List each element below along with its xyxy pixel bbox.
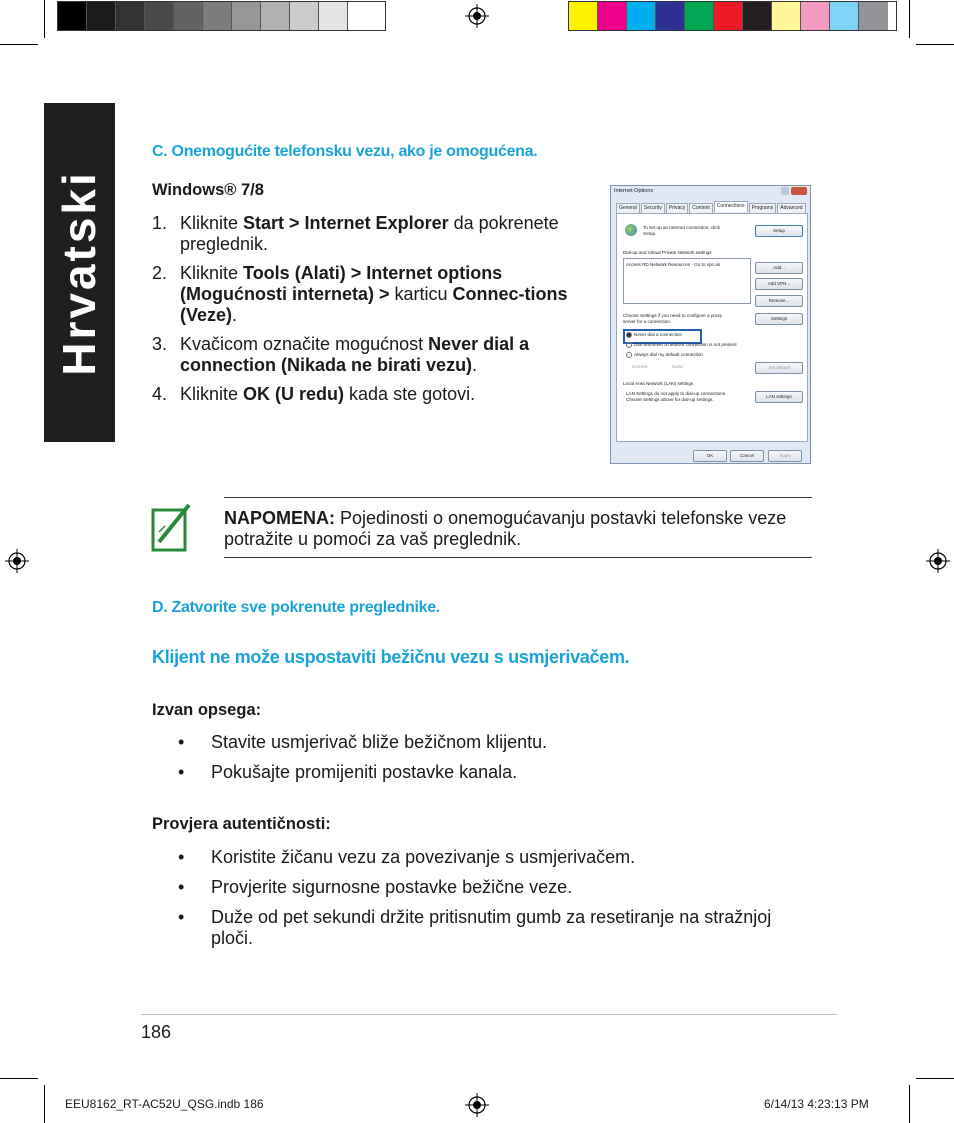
color-swatch bbox=[859, 2, 888, 30]
color-swatch bbox=[348, 2, 377, 30]
bullet-glyph: • bbox=[178, 847, 185, 867]
lan-label: Local Area Network (LAN) settings bbox=[623, 381, 694, 386]
dialog-title: Internet Options bbox=[614, 188, 654, 194]
crop-mark bbox=[44, 0, 45, 38]
page-number: 186 bbox=[141, 1022, 172, 1042]
apply-button: Apply bbox=[768, 450, 802, 462]
color-swatch bbox=[830, 2, 859, 30]
connection-list-item: Access RD Network Resources - Go to vpn.as bbox=[626, 262, 721, 267]
cancel-button: Cancel bbox=[730, 450, 764, 462]
registration-mark-icon bbox=[926, 549, 950, 573]
wireless-heading: Klijent ne može uspostaviti bežičnu vezu s usmjerivačem. bbox=[152, 647, 630, 667]
list-item-text: Koristite žičanu vezu za povezivanje s usmjerivačem. bbox=[211, 847, 636, 867]
crop-mark bbox=[0, 1078, 38, 1079]
close-icon bbox=[791, 187, 807, 195]
crop-mark bbox=[916, 1078, 954, 1079]
step-item bbox=[152, 213, 572, 255]
color-swatch bbox=[203, 2, 232, 30]
radio-dial-network bbox=[626, 342, 737, 348]
color-swatch bbox=[569, 2, 598, 30]
dialog-tab: Content bbox=[689, 203, 713, 214]
bullet-glyph: • bbox=[178, 877, 185, 897]
step-number: 2. bbox=[152, 263, 168, 283]
step-text: karticu bbox=[389, 284, 453, 304]
step-item bbox=[152, 384, 572, 405]
list-item bbox=[178, 877, 778, 898]
process-color-bar bbox=[568, 1, 897, 31]
set-default-button: Set default bbox=[755, 362, 803, 374]
bullet-glyph: • bbox=[178, 732, 185, 752]
step-text: kada ste gotovi. bbox=[344, 384, 476, 404]
step-text: Kliknite bbox=[180, 384, 244, 404]
steps-list bbox=[152, 213, 572, 413]
registration-mark-icon bbox=[5, 549, 29, 573]
crop-mark bbox=[909, 0, 910, 38]
list-item bbox=[178, 847, 778, 868]
color-swatch bbox=[174, 2, 203, 30]
radio-label: Dial whenever a network connection is not present bbox=[634, 342, 737, 348]
setup-button: Setup bbox=[755, 225, 803, 237]
color-swatch bbox=[319, 2, 348, 30]
dialog-tab: Advanced bbox=[777, 203, 805, 214]
list-item-text: Pokušajte promijeniti postavke kanala. bbox=[211, 762, 518, 782]
list-item bbox=[178, 732, 778, 753]
lan-text: LAN Settings do not apply to dial-up connections. bbox=[626, 391, 727, 396]
list-item-text: Stavite usmjerivač bliže bežičnom klijentu. bbox=[211, 732, 548, 752]
color-swatch bbox=[58, 2, 87, 30]
radio-icon bbox=[626, 342, 632, 348]
color-swatch bbox=[685, 2, 714, 30]
step-text: Kvačicom označite mogućnost bbox=[180, 334, 429, 354]
step-bold-text: Tools (Alati) > Internet options (Mogućnosti interneta) > bbox=[180, 263, 503, 304]
connection-list bbox=[623, 258, 751, 304]
step-number: 1. bbox=[152, 213, 168, 233]
crop-mark bbox=[909, 1085, 910, 1123]
dialog-tab: Programs bbox=[749, 203, 777, 214]
crop-mark bbox=[44, 1085, 45, 1123]
print-slug-file: EEU8162_RT-AC52U_QSG.indb 186 bbox=[65, 1097, 264, 1111]
range-label: Izvan opsega: bbox=[152, 701, 262, 719]
radio-never-dial bbox=[626, 332, 682, 338]
list-item bbox=[178, 907, 778, 949]
step-bold-text: Never dial a connection (Nikada ne birati vezu) bbox=[180, 334, 530, 375]
internet-options-screenshot bbox=[610, 185, 811, 464]
ok-button: OK bbox=[693, 450, 727, 462]
radio-always-dial bbox=[626, 352, 703, 358]
color-swatch bbox=[656, 2, 685, 30]
auth-list bbox=[178, 847, 778, 958]
step-text: da pokrenete preglednik. bbox=[180, 213, 559, 254]
connections-panel bbox=[616, 213, 808, 442]
registration-mark-icon bbox=[465, 1093, 489, 1117]
color-swatch bbox=[290, 2, 319, 30]
range-list bbox=[178, 732, 778, 792]
globe-icon bbox=[625, 224, 637, 236]
gray-color-bar bbox=[57, 1, 386, 31]
add-vpn-button: Add VPN... bbox=[755, 278, 803, 290]
os-label: Windows® 7/8 bbox=[152, 181, 264, 199]
language-label: Hrvatski bbox=[53, 170, 105, 376]
radio-icon bbox=[626, 332, 632, 338]
color-swatch bbox=[714, 2, 743, 30]
step-text: . bbox=[232, 305, 238, 325]
note-top-rule bbox=[224, 497, 812, 498]
list-item-text: Duže od pet sekundi držite pritisnutim gumb za resetiranje na stražnjoj ploči. bbox=[211, 907, 772, 948]
color-swatch bbox=[772, 2, 801, 30]
note-pen-icon bbox=[151, 502, 193, 552]
step-item bbox=[152, 334, 572, 376]
color-swatch bbox=[743, 2, 772, 30]
current-value: None bbox=[672, 364, 683, 369]
color-swatch bbox=[598, 2, 627, 30]
section-c-heading: C. Onemogućite telefonsku vezu, ako je omogućena. bbox=[152, 143, 538, 160]
dialog-tab: Privacy bbox=[666, 203, 688, 214]
list-item bbox=[178, 762, 778, 783]
crop-mark bbox=[916, 44, 954, 45]
note-body: Pojedinosti o onemogućavanju postavki telefonske veze potražite u pomoći za vaš preglednik. bbox=[224, 508, 787, 549]
dialog-tab: Connections bbox=[714, 201, 748, 212]
remove-button: Remove... bbox=[755, 295, 803, 307]
proxy-text: Choose Settings if you need to configure a proxy bbox=[623, 313, 723, 318]
note-label: NAPOMENA: bbox=[224, 508, 335, 528]
note-bottom-rule bbox=[224, 557, 812, 558]
language-side-tab bbox=[44, 103, 115, 442]
color-swatch bbox=[627, 2, 656, 30]
color-swatch bbox=[116, 2, 145, 30]
color-swatch bbox=[87, 2, 116, 30]
help-icon bbox=[781, 187, 789, 195]
color-swatch bbox=[145, 2, 174, 30]
dialog-tab: Security bbox=[641, 203, 665, 214]
add-button: Add... bbox=[755, 262, 803, 274]
color-swatch bbox=[232, 2, 261, 30]
radio-label: Always dial my default connection bbox=[634, 352, 703, 358]
setup-text: Setup. bbox=[643, 231, 657, 236]
bullet-glyph: • bbox=[178, 907, 185, 927]
note-text bbox=[224, 508, 814, 550]
step-bold-text: Connec-tions (Veze) bbox=[180, 284, 568, 325]
step-number: 4. bbox=[152, 384, 168, 404]
step-number: 3. bbox=[152, 334, 168, 354]
section-d-heading: D. Zatvorite sve pokrenute preglednike. bbox=[152, 599, 440, 616]
list-item-text: Provjerite sigurnosne postavke bežične veze. bbox=[211, 877, 573, 897]
settings-button: Settings bbox=[755, 313, 803, 325]
step-bold-text: Start > Internet Explorer bbox=[243, 213, 449, 233]
lan-text: Choose Settings above for dial-up settings. bbox=[626, 397, 714, 402]
lan-settings-button: LAN settings bbox=[755, 391, 803, 403]
dialup-label: Dial-up and Virtual Private Network settings bbox=[623, 250, 712, 255]
dialog-tab: General bbox=[616, 203, 640, 214]
radio-icon bbox=[626, 352, 632, 358]
radio-label: Never dial a connection bbox=[634, 332, 683, 338]
registration-mark-icon bbox=[465, 4, 489, 28]
current-label: Current bbox=[632, 364, 648, 369]
color-swatch bbox=[801, 2, 830, 30]
step-bold-text: OK (U redu) bbox=[243, 384, 345, 404]
color-swatch bbox=[261, 2, 290, 30]
setup-text: To set up an Internet connection, click bbox=[643, 225, 720, 230]
step-item bbox=[152, 263, 572, 326]
step-text: . bbox=[472, 355, 478, 375]
step-text: Kliknite bbox=[180, 213, 244, 233]
footer-rule bbox=[141, 1014, 837, 1015]
crop-mark bbox=[0, 44, 38, 45]
proxy-text: server for a connection. bbox=[623, 319, 672, 324]
print-slug-date: 6/14/13 4:23:13 PM bbox=[764, 1097, 869, 1111]
step-text: Kliknite bbox=[180, 263, 244, 283]
bullet-glyph: • bbox=[178, 762, 185, 782]
auth-label: Provjera autentičnosti: bbox=[152, 815, 331, 833]
